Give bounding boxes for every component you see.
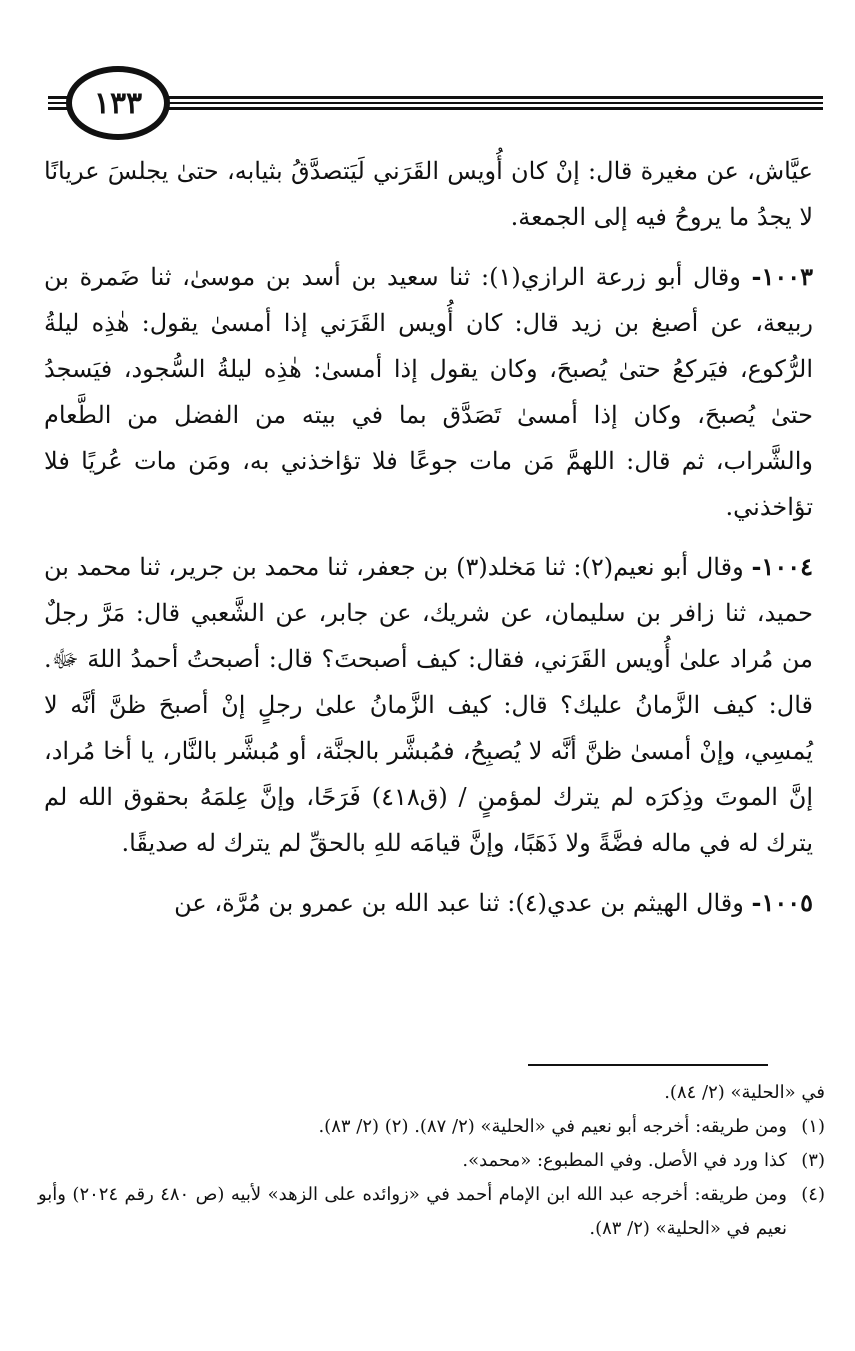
page-number: ١٣٣	[66, 66, 170, 140]
paragraph-text: وقال الهيثم بن عدي(٤): ثنا عبد الله بن عمرو بن مُرَّة، عن	[174, 889, 744, 917]
footnote-text: ومن طريقه: أخرجه عبد الله ابن الإمام أحمد في «زوائده على الزهد» لأبيه (ص ٤٨٠ رقم ٢٠٢٤) وأبو نعيم في «الحلية» (٢/ ٨٣).	[38, 1184, 787, 1239]
paragraph	[44, 544, 813, 866]
footnote	[38, 1110, 825, 1144]
paragraph	[44, 148, 813, 240]
main-text	[44, 148, 813, 940]
footnote	[38, 1178, 825, 1246]
footnote-number: (٤)	[801, 1184, 825, 1205]
footnote-number: (٣)	[801, 1150, 825, 1171]
entry-number: ١٠٠٤-	[751, 552, 813, 581]
paragraph-text: وقال أبو نعيم(٢): ثنا مَخلد(٣) بن جعفر، ثنا محمد بن جرير، ثنا محمد بن حميد، ثنا زافر بن سليمان، عن شريك، عن جابر، عن الشَّعبي قال: مَرَّ رجلٌ من مُراد علىٰ أُويس القَرَني، فقال: كيف أصبحتَ؟ قال: أصبحتُ أحمدُ اللهَ ﷻ. قال: كيف الزَّمانُ عليك؟ قال: كيف الزَّمانُ علىٰ رجلٍ إنْ أصبحَ ظنَّ أنَّه لا يُمسِي، وإنْ أمسىٰ ظنَّ أنَّه لا يُصبِحُ، فمُبشَّر بالجنَّة، أو مُبشَّر بالنَّار، يا أخا مُراد، إنَّ الموتَ وذِكرَه لم يترك لمؤمنٍ / (ق٤١٨) فَرَحًا، وإنَّ عِلمَهُ بحقوق الله لم يترك له في ماله فضَّةً ولا ذَهَبًا، وإنَّ قيامَه للهِ بالحقِّ لم يترك له صديقًا.	[44, 553, 814, 857]
footnote-text: في «الحلية» (٢/ ٨٤).	[664, 1082, 825, 1103]
footnote	[38, 1076, 825, 1110]
footnote	[38, 1144, 825, 1178]
paragraph-text: عيَّاش، عن مغيرة قال: إنْ كان أُويس القَرَني لَيَتصدَّقُ بثيابه، حتىٰ يجلسَ عريانًا لا يجدُ ما يروحُ فيه إلى الجمعة.	[44, 157, 813, 231]
footnote-rule	[528, 1064, 768, 1066]
paragraph	[44, 254, 813, 530]
footnote-number: (١)	[801, 1116, 825, 1137]
entry-number: ١٠٠٣-	[751, 262, 813, 291]
footnote-text: ومن طريقه: أخرجه أبو نعيم في «الحلية» (٢/ ٨٧). (٢) (٢/ ٨٣).	[318, 1116, 787, 1137]
entry-number: ١٠٠٥-	[751, 888, 813, 917]
footnote-text: كذا ورد في الأصل. وفي المطبوع: «محمد».	[462, 1150, 787, 1171]
paragraph-text: وقال أبو زرعة الرازي(١): ثنا سعيد بن أسد بن موسىٰ، ثنا ضَمرة بن ربيعة، عن أصبغ بن زيد قال: كان أُويس القَرَني إذا أمسىٰ يقول: هٰذِه ليلةُ الرُّكوع، فيَركعُ حتىٰ يُصبحَ، وكان يقول إذا أمسىٰ: هٰذِه ليلةُ السُّجود، فيَسجدُ حتىٰ يُصبحَ، وكان إذا أمسىٰ تَصَدَّق بما في بيته من الفضل من الطَّعام والشَّراب، ثم قال: اللهمَّ مَن مات جوعًا فلا تؤاخذني به، ومَن مات عُريًا فلا تؤاخذني.	[44, 263, 813, 521]
paragraph	[44, 880, 813, 926]
footnotes	[38, 1076, 825, 1246]
